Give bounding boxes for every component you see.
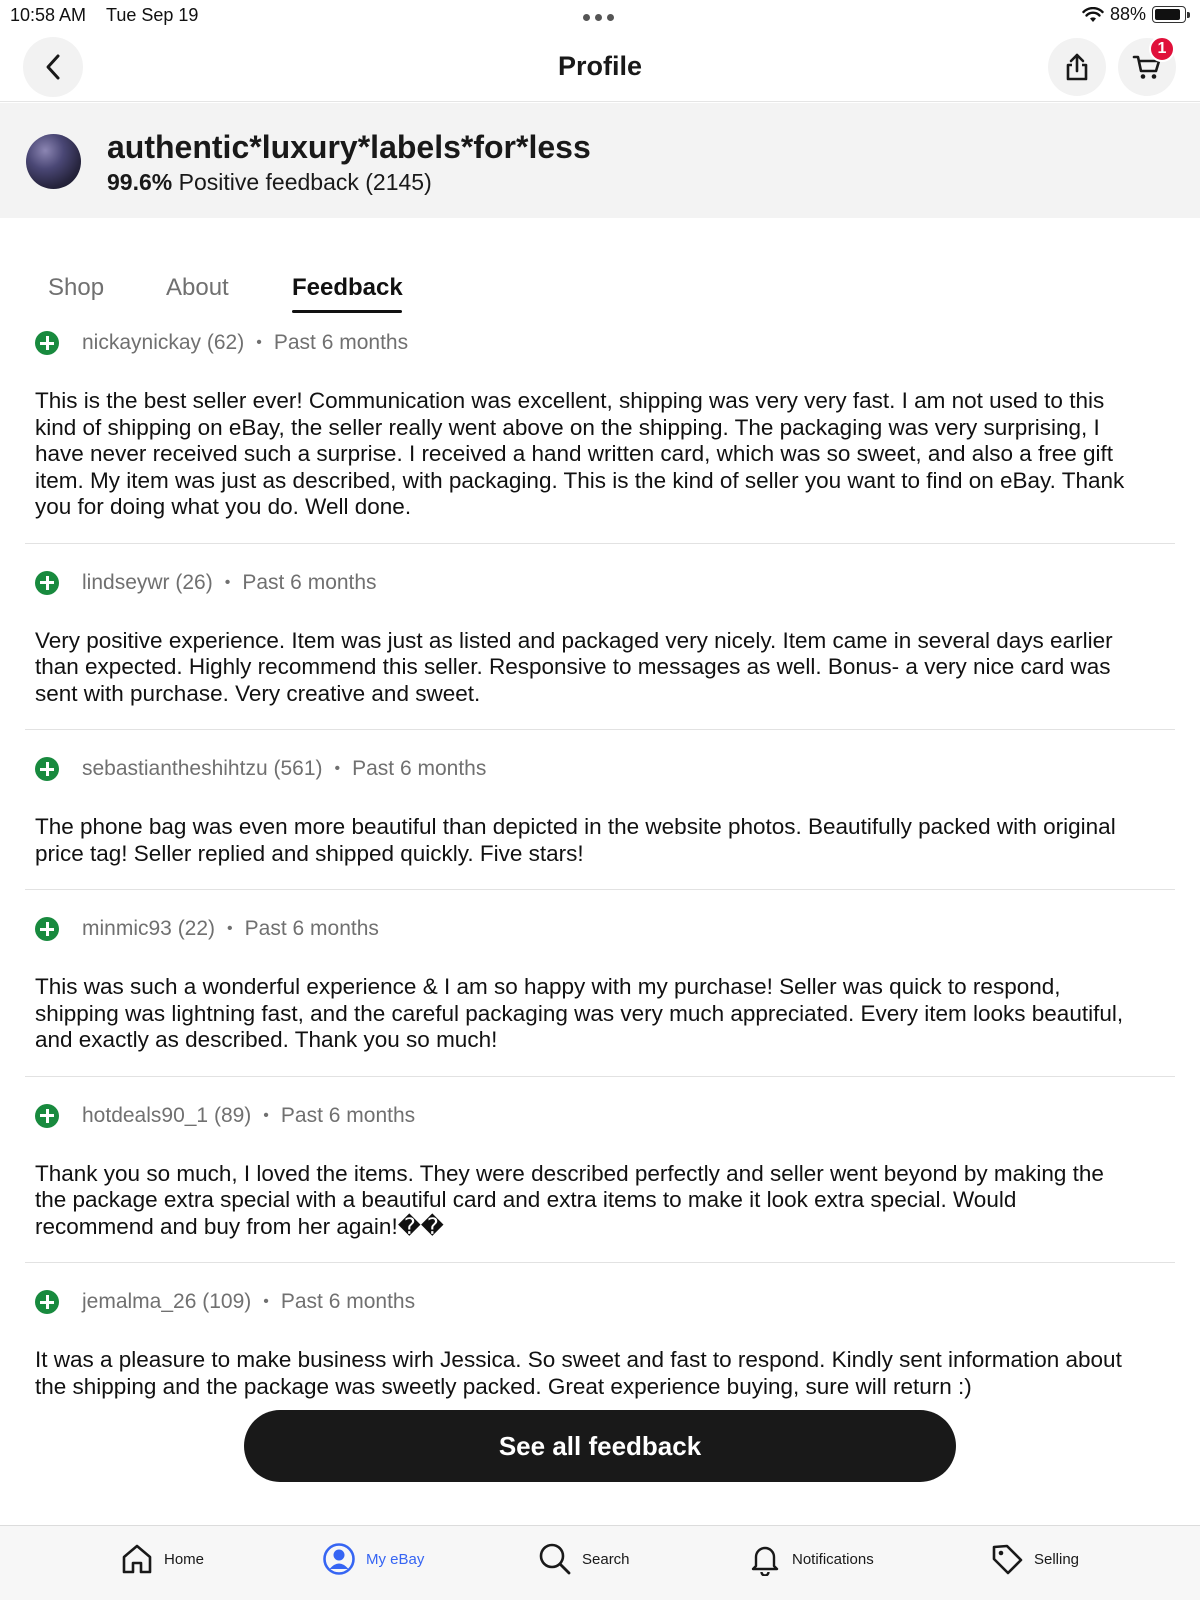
nav-home[interactable]: [120, 1542, 204, 1576]
feedback-text: Thank you so much, I loved the items. They were described perfectly and seller went beyond by making the the package extra special with a beautiful card and extra items to make it look extra special. Would recommend and buy from her again!��: [35, 1160, 1104, 1239]
avatar[interactable]: [26, 134, 81, 189]
nav-notifications-label: Notifications: [792, 1550, 874, 1568]
feedback-time: Past 6 months: [273, 331, 409, 354]
nav-my-ebay-label: My eBay: [366, 1550, 425, 1568]
feedback-meta: [25, 906, 1175, 952]
search-icon: [538, 1542, 572, 1576]
feedback-user[interactable]: nickaynickay (62): [82, 331, 245, 354]
feedback-time: Past 6 months: [242, 570, 377, 594]
nav-my-ebay[interactable]: [322, 1542, 424, 1576]
list-item: [0, 320, 1200, 560]
feedback-meta: [25, 746, 1175, 792]
nav-home-label: Home: [164, 1550, 205, 1568]
separator-dot: •: [334, 760, 341, 777]
battery-percent: 88%: [1109, 4, 1146, 24]
tab-shop[interactable]: Shop: [48, 274, 105, 301]
list-item: [0, 746, 1200, 906]
bell-icon: [748, 1542, 782, 1576]
positive-plus-icon: [35, 917, 59, 941]
feedback-time: Past 6 months: [244, 917, 379, 940]
feedback-meta: [25, 1279, 1175, 1325]
feedback-text: The phone bag was even more beautiful than depicted in the website photos. Beautifully packed with original price tag! Seller replied and shipped quickly. Five stars!: [35, 814, 1116, 866]
feedback-text: This was such a wonderful experience & I am so happy with my purchase! Seller was quick to respond, shipping was lightning fast, and the careful packaging was very much appreciated. Every item looks beautiful, and exactly as described. Thank you so much!: [35, 974, 1124, 1052]
multitasking-dots-icon[interactable]: [583, 14, 614, 21]
feedback-user[interactable]: lindseywr (26): [82, 570, 213, 594]
separator-dot: •: [227, 920, 233, 937]
status-right: [1082, 4, 1186, 25]
positive-plus-icon: [35, 1290, 59, 1314]
seller-summary: [0, 103, 1200, 218]
cart-button[interactable]: [1118, 38, 1176, 96]
feedback-text: Very positive experience. Item was just as listed and packaged very nicely. Item came in several days earlier than expected. Highly recommend this seller. Responsive to messages as well. Bonus- a very nice card was sent with purchase. Very creative and sweet.: [35, 627, 1113, 706]
positive-plus-icon: [35, 757, 59, 781]
feedback-user[interactable]: sebastiantheshihtzu (561): [82, 757, 323, 780]
separator-dot: •: [256, 334, 262, 351]
wifi-icon: [1082, 7, 1104, 23]
feedback-meta: [25, 560, 1175, 606]
separator-dot: •: [224, 573, 231, 591]
tab-about[interactable]: About: [166, 274, 229, 301]
header: [0, 32, 1200, 102]
page-title: Profile: [557, 51, 643, 81]
seller-feedback: [107, 169, 432, 196]
share-icon: [1064, 52, 1090, 82]
feedback-time: Past 6 months: [280, 1290, 416, 1313]
positive-plus-icon: [35, 1104, 59, 1128]
nav-selling-label: Selling: [1034, 1550, 1080, 1568]
feedback-meta: [25, 1093, 1175, 1139]
feedback-time: Past 6 months: [280, 1103, 416, 1127]
profile-tabs: [0, 270, 1200, 316]
share-button[interactable]: [1048, 38, 1106, 96]
seller-name: authentic*luxury*labels*for*less: [107, 129, 591, 165]
status-time: 10:58 AM: [10, 5, 87, 25]
nav-notifications[interactable]: [748, 1542, 874, 1576]
feedback-text: This is the best seller ever! Communication was excellent, shipping was very very fast. I am not used to this kind of shipping on eBay, the seller really went above on the shipping. The packaging was very surprising, I have never received such a surprise. I received a hand written card, which was so sweet, and also a free gift item. My item was just as described, with packaging. This is the kind of seller you want to find on eBay. Thank you for doing what you do. Well done.: [35, 388, 1125, 519]
feedback-user[interactable]: minmic93 (22): [82, 917, 216, 940]
feedback-user[interactable]: jemalma_26 (109): [82, 1290, 252, 1313]
nav-search-label: Search: [582, 1550, 630, 1568]
feedback-time: Past 6 months: [352, 757, 487, 780]
positive-plus-icon: [35, 571, 59, 595]
cart-count-badge: 1: [1149, 36, 1175, 62]
status-date: Tue Sep 19: [106, 5, 199, 25]
battery-icon: [1152, 6, 1186, 23]
feedback-list: [0, 320, 1200, 1400]
feedback-label: Positive feedback (2145): [178, 169, 432, 195]
active-tab-indicator: [292, 310, 402, 313]
feedback-text: It was a pleasure to make business wirh Jessica. So sweet and fast to respond. Kindly sent information about the shipping and the package was sweetly packed. Great experience buying, sure will return :): [35, 1347, 1122, 1399]
tab-feedback[interactable]: Feedback: [292, 274, 403, 301]
list-item: [0, 1279, 1200, 1400]
nav-search[interactable]: [538, 1542, 630, 1576]
home-icon: [120, 1542, 154, 1576]
feedback-meta: [25, 320, 1175, 366]
feedback-user[interactable]: hotdeals90_1 (89): [82, 1103, 252, 1127]
see-all-feedback-button[interactable]: See all feedback: [244, 1410, 956, 1482]
list-item: [0, 1093, 1200, 1280]
positive-percentage: 99.6%: [107, 169, 173, 195]
user-icon: [322, 1542, 356, 1576]
list-item: [0, 906, 1200, 1093]
tag-icon: [990, 1542, 1024, 1576]
status-bar: [0, 0, 1200, 32]
positive-plus-icon: [35, 331, 59, 355]
bottom-nav: [0, 1525, 1200, 1600]
nav-selling[interactable]: [990, 1542, 1079, 1576]
separator-dot: •: [263, 1293, 269, 1310]
separator-dot: •: [263, 1106, 269, 1124]
list-item: [0, 560, 1200, 747]
